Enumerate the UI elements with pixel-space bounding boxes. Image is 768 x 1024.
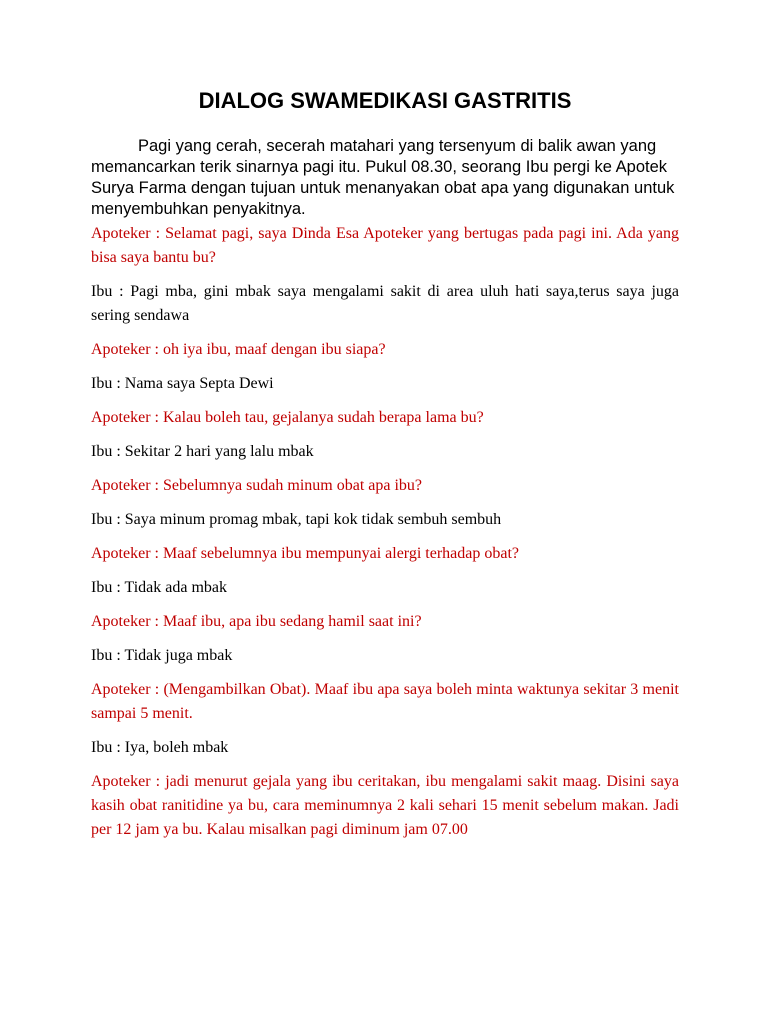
dialog-line-apoteker: Apoteker : Maaf sebelumnya ibu mempunyai alergi terhadap obat? xyxy=(91,545,519,562)
dialog-line-ibu: Ibu : Sekitar 2 hari yang lalu mbak xyxy=(91,443,314,460)
dialog-line-ibu: Ibu : Tidak juga mbak xyxy=(91,647,233,664)
dialog-line-ibu: Ibu : Saya minum promag mbak, tapi kok tidak sembuh sembuh xyxy=(91,511,502,528)
dialog-line-apoteker: Apoteker : (Mengambilkan Obat). Maaf ibu apa saya boleh minta waktunya sekitar 3 menit sampai 5 menit. xyxy=(91,681,679,722)
dialog-line-ibu: Ibu : Nama saya Septa Dewi xyxy=(91,375,274,392)
document-title: DIALOG SWAMEDIKASI GASTRITIS xyxy=(198,88,572,113)
dialog-line-apoteker: Apoteker : oh iya ibu, maaf dengan ibu siapa? xyxy=(91,341,386,358)
dialog-line-ibu: Ibu : Tidak ada mbak xyxy=(91,579,227,596)
dialog-list xyxy=(91,222,679,842)
dialog-line-ibu: Ibu : Pagi mba, gini mbak saya mengalami sakit di area uluh hati saya,terus saya juga sering sendawa xyxy=(91,283,679,324)
dialog-line-apoteker: Apoteker : jadi menurut gejala yang ibu ceritakan, ibu mengalami sakit maag. Disini saya kasih obat ranitidine ya bu, cara meminumnya 2 kali sehari 15 menit sebelum makan. Jadi per 12 jam ya bu. Kalau misalkan pagi diminum jam 07.00 xyxy=(91,773,679,838)
intro-paragraph: Pagi yang cerah, secerah matahari yang tersenyum di balik awan yang memancarkan terik sinarnya pagi itu. Pukul 08.30, seorang Ibu pergi ke Apotek Surya Farma dengan tujuan untuk menanyakan obat apa yang digunakan untuk menyembuhkan penyakitnya. xyxy=(91,137,675,218)
dialog-line-apoteker: Apoteker : Maaf ibu, apa ibu sedang hamil saat ini? xyxy=(91,613,422,630)
dialog-line-apoteker: Apoteker : Sebelumnya sudah minum obat apa ibu? xyxy=(91,477,423,494)
dialog-line-apoteker: Apoteker : Kalau boleh tau, gejalanya sudah berapa lama bu? xyxy=(91,409,484,426)
dialog-line-ibu: Ibu : Iya, boleh mbak xyxy=(91,739,229,756)
dialog-line-apoteker: Apoteker : Selamat pagi, saya Dinda Esa Apoteker yang bertugas pada pagi ini. Ada yang bisa saya bantu bu? xyxy=(91,225,679,266)
